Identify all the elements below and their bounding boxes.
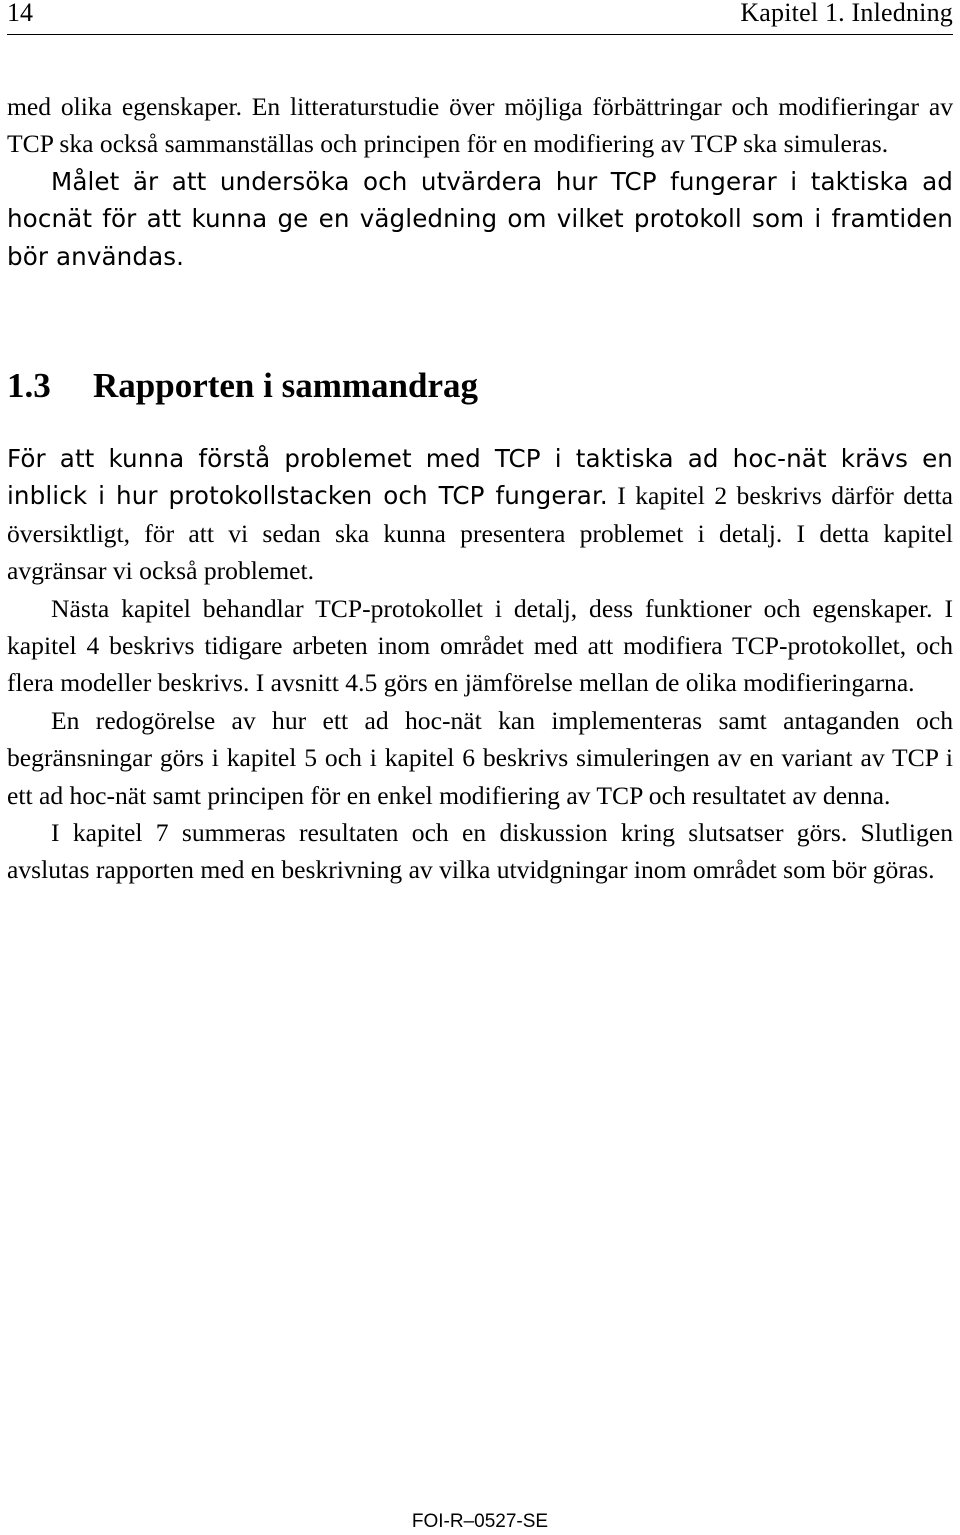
- intro-text: [7, 88, 953, 275]
- section-paragraph-2: Nästa kapitel behandlar TCP-protokollet i detalj, dess funktioner och egenskaper. I kapitel 4 beskrivs tidigare arbeten inom området med att modifiera TCP-protokollet, och flera modeller beskrivs. I avsnitt 4.5 görs en jämförelse mellan de olika modifieringarna.: [7, 593, 953, 698]
- section-title: Rapporten i sammandrag: [93, 366, 479, 405]
- section-heading: [7, 364, 478, 408]
- section-paragraph-1-serif: I kapitel 2 beskrivs därför detta översiktligt, för att vi sedan ska kunna presentera problemet i detalj. I detta kapitel avgränsar vi också problemet.: [7, 481, 953, 586]
- intro-paragraph-1: med olika egenskaper. En litteraturstudie över möjliga förbättringar och modifieringar av TCP ska också sammanställas och principen för en modifiering av TCP ska simuleras.: [7, 92, 953, 159]
- section-number: 1.3: [7, 366, 51, 405]
- report-id-footer: FOI-R–0527-SE: [411, 1511, 549, 1532]
- running-header: [7, 0, 953, 35]
- section-paragraph-1-sans: För att kunna förstå problemet med TCP i taktiska ad hoc-nät krävs en inblick i hur protokollstacken och TCP fungerar.: [7, 444, 953, 511]
- section-body: [7, 440, 953, 889]
- section-paragraph-3: En redogörelse av hur ett ad hoc-nät kan implementeras samt antaganden och begränsningar görs i kapitel 5 och i kapitel 6 beskrivs simuleringen av en variant av TCP i ett ad hoc-nät samt principen för en enkel modifiering av TCP och resultatet av denna.: [7, 705, 953, 810]
- page-number: 14: [7, 0, 33, 27]
- intro-paragraph-2: Målet är att undersöka och utvärdera hur TCP fungerar i taktiska ad hocnät för att kunna ge en vägledning om vilket protokoll som i framtiden bör användas.: [7, 166, 953, 271]
- running-title: Kapitel 1. Inledning: [740, 0, 953, 27]
- section-paragraph-1: [7, 440, 953, 590]
- section-paragraph-4: I kapitel 7 summeras resultaten och en diskussion kring slutsatser görs. Slutligen avslutas rapporten med en beskrivning av vilka utvidgningar inom området som bör göras.: [7, 818, 953, 885]
